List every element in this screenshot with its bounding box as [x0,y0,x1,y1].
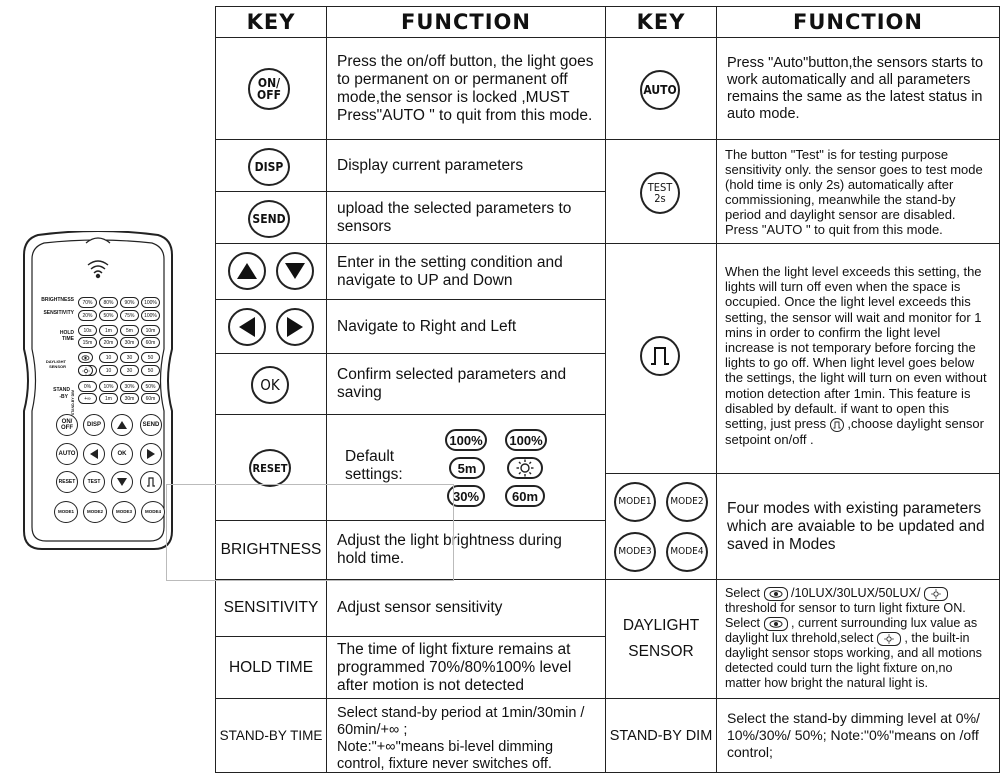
remote-brightness-pill-3[interactable]: 100% [141,297,160,308]
default-standby-dim-pill: 30% [447,485,485,507]
key-cell-leftright [215,299,327,354]
function-cell-modes [716,473,1000,580]
remote-hold-pill-3[interactable]: 10m [141,325,160,336]
default-label-1: Default [345,448,395,465]
function-cell-standby-time [326,698,606,773]
remote-label-sensor: SENSOR [49,364,66,369]
remote-onoff-button[interactable] [56,414,78,436]
ds-text-6: , the built-in daylight sensor stops working, and all motions detected could turn the light fixture on,no matter how bright the natural light is. [725,631,982,690]
key-cell-daylight-button [605,243,717,474]
remote-reset-button[interactable] [56,471,78,493]
test-text: The button "Test" is for testing purpose sensitivity only. the sensor goes to test mode (hold time is only 2s) automatically after commissioning, meanwhile the stand-by period and daylight sensor are disabled. Press "AUTO " to quit from this mode. [725,146,983,237]
header-function-right: FUNCTION [716,6,1000,38]
send-text: upload the selected parameters to sensors [337,199,572,235]
default-brightness-pill: 100% [445,429,487,451]
key-cell-ok [215,353,327,415]
remote-hold-pill-2[interactable]: 5m [120,325,139,336]
remote-right-button[interactable] [140,443,162,465]
remote-standby-pill-5[interactable]: 1m [99,393,118,404]
mode2-label: MODE2 [670,496,704,507]
function-cell-daylight-button [716,243,1000,474]
remote-label-brightness: BRIGHTNESS [41,297,74,303]
onoff-button-icon [248,68,290,110]
brightness-key: BRIGHTNESS [220,541,322,558]
remote-test-label: TEST [87,478,101,485]
ds-text-3: threshold for sensor to turn light fixture ON. [725,601,966,615]
remote-mode3-label: MODE3 [115,508,132,514]
send-label: SEND [252,212,286,226]
remote-ok-label: OK [117,451,127,457]
header-key-right: KEY [605,6,717,38]
remote-sensitivity-pill-1[interactable]: 50% [99,310,118,321]
remote-standby-pill-3[interactable]: 50% [141,381,160,392]
daylight-button-text: When the light level exceeds this setting, the lights will turn off even when the space is occupied. Once the light level exceeds this setting, the sensor will wait and monitor for 1 mins in order to confirm the light level increase is not temporary before forcing the lights to go off. When light level goes below the settings, the light will turn on even without motion detection after 1min. This feature is disabled by default. if want to open this setting, just press [725,264,987,432]
remote-mode4-label: MODE4 [144,508,161,514]
remote-hold-pill-6[interactable]: 30m [120,337,139,348]
left-arrow-icon [228,308,266,346]
test-label-2s: 2s [654,192,666,205]
mode4-button-icon [666,532,708,572]
remote-left-button[interactable] [83,443,105,465]
remote-daylight-pill-a-2[interactable]: 50 [141,352,160,363]
key-cell-standby-time [215,698,327,773]
ds-text-4: Select [725,616,761,630]
holdtime-key: HOLD TIME [228,658,314,676]
auto-text: Press "Auto"button,the sensors starts to work automatically and all parameters remains the same as the latest status in auto mode. [727,54,984,122]
remote-sun-icon[interactable] [78,365,93,376]
function-cell-send [326,191,606,244]
default-settings-label [345,448,403,484]
remote-label-daylight: DAYLIGHT [45,359,66,364]
standby-dim-text: Select the stand-by dimming level at 0%/ 10%/30%/ 50%; Note:"0%"means on /off control; [727,710,980,760]
key-cell-daylight-sensor [605,579,717,699]
reset-button-icon [249,449,291,487]
key-cell-holdtime [215,636,327,699]
key-cell-disp [215,139,327,192]
key-cell-standby-dim [605,698,717,773]
function-cell-daylight-sensor [716,579,1000,699]
disp-button-icon [248,148,290,186]
down-arrow-icon [276,252,314,290]
auto-button-icon [640,70,680,110]
onoff-label-1: ON/ [257,76,281,90]
remote-standby-pill-4[interactable]: +∞ [78,393,97,404]
function-cell-ok [326,353,606,415]
eye-icon [764,587,788,601]
daylight-button-icon [640,336,680,376]
ok-label: OK [260,375,280,394]
key-cell-updown [215,243,327,300]
reset-label: RESET [252,461,288,475]
header-function-left: FUNCTION [326,6,606,38]
highlight-frame [166,484,454,581]
remote-sensitivity-pill-2[interactable]: 75% [120,310,139,321]
test-button-icon [640,172,680,214]
remote-standby-pill-0[interactable]: 0% [78,381,97,392]
function-cell-standby-dim [716,698,1000,773]
remote-mode2-button[interactable] [83,501,107,523]
remote-auto-label: AUTO [58,451,76,457]
function-cell-auto [716,37,1000,140]
standby-time-text-1: Select stand-by period at 1min/30min / 60min/+∞ ; [337,705,585,738]
remote-up-button[interactable] [111,414,133,436]
leftright-text: Navigate to Right and Left [337,317,517,335]
function-cell-leftright [326,299,606,354]
remote-down-button[interactable] [111,471,133,493]
ok-text: Confirm selected parameters and saving [337,366,567,401]
mode3-button-icon [614,532,656,572]
ds-text-1: Select [725,586,761,600]
disp-label: DISP [254,160,284,174]
remote-standby-pill-2[interactable]: 30% [120,381,139,392]
function-cell-onoff [326,37,606,140]
auto-label: AUTO [643,83,677,97]
remote-label-by: -BY [59,394,68,400]
remote-reset-label: RESET [58,478,76,485]
function-cell-updown [326,243,606,300]
function-cell-test [716,139,1000,244]
mode1-label: MODE1 [618,496,652,507]
remote-daylight-pill-b-2[interactable]: 30 [120,365,139,376]
remote-hold-pill-0[interactable]: 10s [78,325,97,336]
sensitivity-key: SENSITIVITY [223,599,319,616]
standby-time-text-2: Note:"+∞"means bi-level dimming control, fixture never switches off. [337,739,554,772]
key-cell-modes [605,473,717,580]
key-cell-onoff [215,37,327,140]
key-cell-auto [605,37,717,140]
remote-daylight-pill-b-3[interactable]: 50 [141,365,160,376]
standby-dim-key: STAND-BY DIM [609,727,713,744]
remote-onoff-label: ON/ OFF [61,419,73,431]
remote-mode3-button[interactable] [112,501,136,523]
remote-brightness-pill-0[interactable]: 70% [78,297,97,308]
remote-brightness-pill-1[interactable]: 80% [99,297,118,308]
remote-send-button[interactable] [140,414,162,436]
remote-send-label: SEND [142,422,160,428]
test-label: TEST [647,181,673,194]
remote-mode2-label: MODE2 [86,508,103,514]
sensitivity-text: Adjust sensor sensitivity [337,599,503,616]
remote-brightness-pill-2[interactable]: 90% [120,297,139,308]
remote-standby-pill-6[interactable]: 30m [120,393,139,404]
key-cell-send [215,191,327,244]
standby-time-key: STAND-BY TIME [219,728,323,743]
remote-hold-pill-4[interactable]: 15m [78,337,97,348]
daylight-button-text-end: ,choose daylight sensor setpoint on/off . [725,416,984,447]
remote-control [22,231,174,553]
remote-label-standby-dim: STAND-BY DIM [71,390,75,416]
remote-daylight-button[interactable] [140,471,162,493]
mode1-button-icon [614,482,656,522]
remote-hold-pill-1[interactable]: 1m [99,325,118,336]
sun-icon-small [924,587,948,601]
mode4-label: MODE4 [670,546,704,557]
onoff-label-2: OFF [257,88,281,102]
send-button-icon [248,200,290,238]
remote-label-stand: STAND [53,387,70,393]
key-cell-test [605,139,717,244]
sun-icon-small-2 [877,632,901,646]
daylight-sensor-key-1: DAYLIGHT [622,617,700,634]
default-hold-pill: 5m [449,457,485,479]
eye-icon-2 [764,617,788,631]
remote-daylight-pill-a-0[interactable]: 10 [99,352,118,363]
remote-sensitivity-pill-0[interactable]: 20% [78,310,97,321]
remote-test-button[interactable] [83,471,105,493]
mode3-label: MODE3 [618,546,652,557]
remote-mode1-label: MODE1 [57,508,74,514]
remote-label-time: TIME [62,336,74,342]
remote-disp-label: DISP [86,422,101,428]
function-cell-holdtime [326,636,606,699]
remote-mode1-button[interactable] [54,501,78,523]
ok-button-icon [251,366,289,404]
onoff-text: Press the on/off button, the light goes to permanent on or permanent off mode,the sensor is locked ,MUST Press"AUTO " to quit from this mode. [337,52,594,124]
updown-text: Enter in the setting condition and navigate to UP and Down [337,253,563,289]
ds-text-2: /10LUX/30LUX/50LUX/ [791,586,921,600]
remote-standby-pill-7[interactable]: 60m [141,393,160,404]
remote-ok-button[interactable] [111,443,133,465]
remote-daylight-pill-a-1[interactable]: 30 [120,352,139,363]
remote-eye-icon[interactable] [78,352,93,363]
default-standby-time-pill: 60m [505,485,545,507]
default-label-2: settings: [345,466,403,483]
remote-mode4-button[interactable] [141,501,165,523]
mode2-button-icon [666,482,708,522]
remote-hold-pill-7[interactable]: 60m [141,337,160,348]
remote-label-hold: HOLD [59,330,74,336]
remote-label-sensitivity: SENSITIVITY [43,310,74,316]
remote-disp-button[interactable] [83,414,105,436]
up-arrow-icon [228,252,266,290]
header-key-left: KEY [215,6,327,38]
key-cell-sensitivity [215,579,327,637]
brightness-text: Adjust the light brightness during hold time. [337,532,562,567]
remote-auto-button[interactable] [56,443,78,465]
function-cell-sensitivity [326,579,606,637]
default-sensitivity-pill: 100% [505,429,547,451]
sun-icon [507,457,543,479]
function-cell-disp [326,139,606,192]
modes-text: Four modes with existing parameters which are avaiable to be updated and saved in Modes [727,499,985,553]
small-daylight-icon [830,418,844,432]
ds-text-5: , current surrounding lux value as daylight lux threhold,select [725,616,978,645]
remote-hold-pill-5[interactable]: 20m [99,337,118,348]
remote-standby-pill-1[interactable]: 10% [99,381,118,392]
disp-text: Display current parameters [337,156,524,174]
remote-sensitivity-pill-3[interactable]: 100% [141,310,160,321]
right-arrow-icon [276,308,314,346]
remote-daylight-pill-b-1[interactable]: 10 [99,365,118,376]
daylight-sensor-key-2: SENSOR [628,643,694,660]
holdtime-text: The time of light fixture remains at programmed 70%/80%100% level after motion is not detected [337,640,572,694]
